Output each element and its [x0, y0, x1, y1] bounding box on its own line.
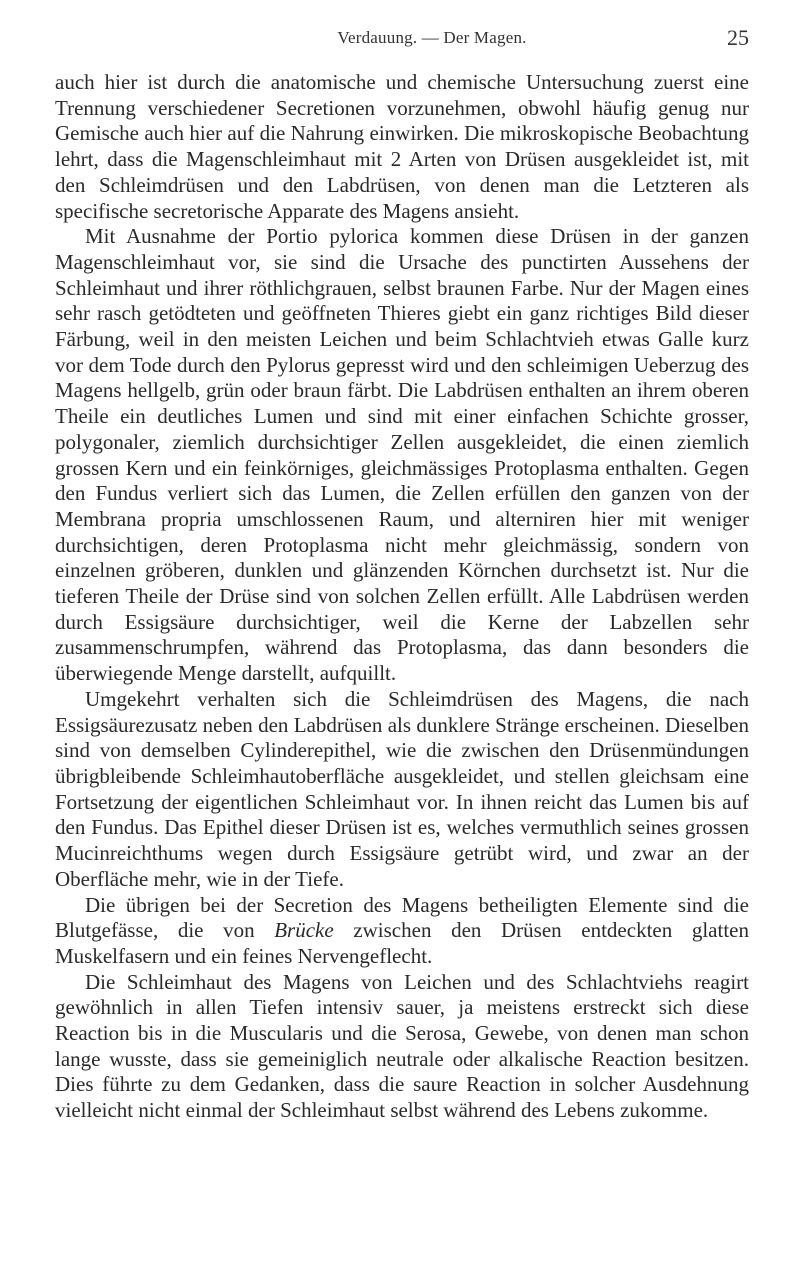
body-text [55, 70, 749, 1124]
paragraph-4-text-before: Die übrigen bei der Secretion des Magens betheiligten Elemente sind die Blutgefässe, die von [55, 892, 749, 943]
paragraph-5-text: Die Schleimhaut des Magens von Leichen und des Schlachtviehs reagirt gewöhnlich in allen Tiefen intensiv sauer, ja meistens erstreckt sich diese Reaction bis in die Muscularis und die Serosa, Gewebe, von denen man schon lange wusste, dass sie gemeiniglich neutrale oder alkalische Reaction besitzen. Dies führte zu dem Gedanken, dass die saure Reaction in solcher Ausdehnung vielleicht nicht einmal der Schleimhaut selbst während des Lebens zukomme. [55, 969, 749, 1123]
paragraph-3 [55, 687, 749, 893]
paragraph-2 [55, 224, 749, 687]
paragraph-4 [55, 893, 749, 970]
paragraph-1-text: auch hier ist durch die anatomische und chemische Untersuchung zuerst eine Trennung verschiedener Secretionen vorzunehmen, obwohl häufig genug nur Gemische auch hier auf die Nahrung einwirken. Die mikroskopische Beobachtung lehrt, dass die Magenschleimhaut mit 2 Arten von Drüsen ausgekleidet ist, mit den Schleimdrüsen und den Labdrüsen, von denen man die Letzteren als specifische secretorische Apparate des Magens ansieht. [55, 70, 749, 223]
paragraph-5 [55, 970, 749, 1124]
running-head [0, 25, 801, 54]
paragraph-3-text: Umgekehrt verhalten sich die Schleimdrüsen des Magens, die nach Essigsäurezusatz neben den Labdrüsen als dunklere Stränge erscheinen. Dieselben sind von demselben Cylinderepithel, wie die zwischen den Drüsenmündungen übrigbleibende Schleimhautoberfläche ausgekleidet, und stellen gleichsam eine Fortsetzung der eigentlichen Schleimhaut vor. In ihnen reicht das Lumen bis auf den Fundus. Das Epithel dieser Drüsen ist es, welches vermuthlich seines grossen Mucinreichthums wegen durch Essigsäure getrübt wird, und zwar an der Oberfläche mehr, wie in der Tiefe. [55, 686, 749, 891]
running-head-title: Verdauung. — Der Magen. [337, 28, 527, 47]
page-number: 25 [727, 25, 749, 50]
paragraph-4-text-after: zwischen den Drüsen entdeckten glatten Muskelfasern und ein feines Nervengeflecht. [55, 918, 749, 968]
paragraph-4-author-name: Brücke [274, 918, 334, 943]
paragraph-2-text: Mit Ausnahme der Portio pylorica kommen diese Drüsen in der ganzen Magenschleimhaut vor, sie sind die Ursache des punctirten Aussehens der Schleimhaut und ihrer röthlichgrauen, selbst braunen Farbe. Nur der Magen eines sehr rasch getödteten und geöffneten Thieres giebt ein ganz richtiges Bild dieser Färbung, weil in den meisten Leichen und beim Schlachtvieh etwas Galle kurz vor dem Tode durch den Pylorus gepresst wird und den schleimigen Ueberzug des Magens hellgelb, grün oder braun färbt. Die Labdrüsen enthalten an ihrem oberen Theile ein deutliches Lumen und sind mit einer einfachen Schichte grosser, polygonaler, ziemlich durchsichtiger Zellen ausgekleidet, die einen ziemlich grossen Kern und ein feinkörniges, gleichmässiges Protoplasma enthalten. Gegen den Fundus verliert sich das Lumen, die Zellen erfüllen den ganzen von der Membrana propria umschlossenen Raum, und alterniren hier mit weniger durchsichtigen, deren Protoplasma nicht mehr gleichmässig, sondern von einzelnen gröberen, dunklen und glänzenden Körnchen durchsetzt ist. Nur die tieferen Theile der Drüse sind von solchen Zellen erfüllt. Alle Labdrüsen werden durch Essigsäure durchsichtiger, weil die Kerne der Labzellen sehr zusammenschrumpfen, während das Protoplasma, das dann besonders die überwiegende Menge darstellt, aufquillt. [55, 224, 749, 686]
paragraph-1 [55, 70, 749, 224]
